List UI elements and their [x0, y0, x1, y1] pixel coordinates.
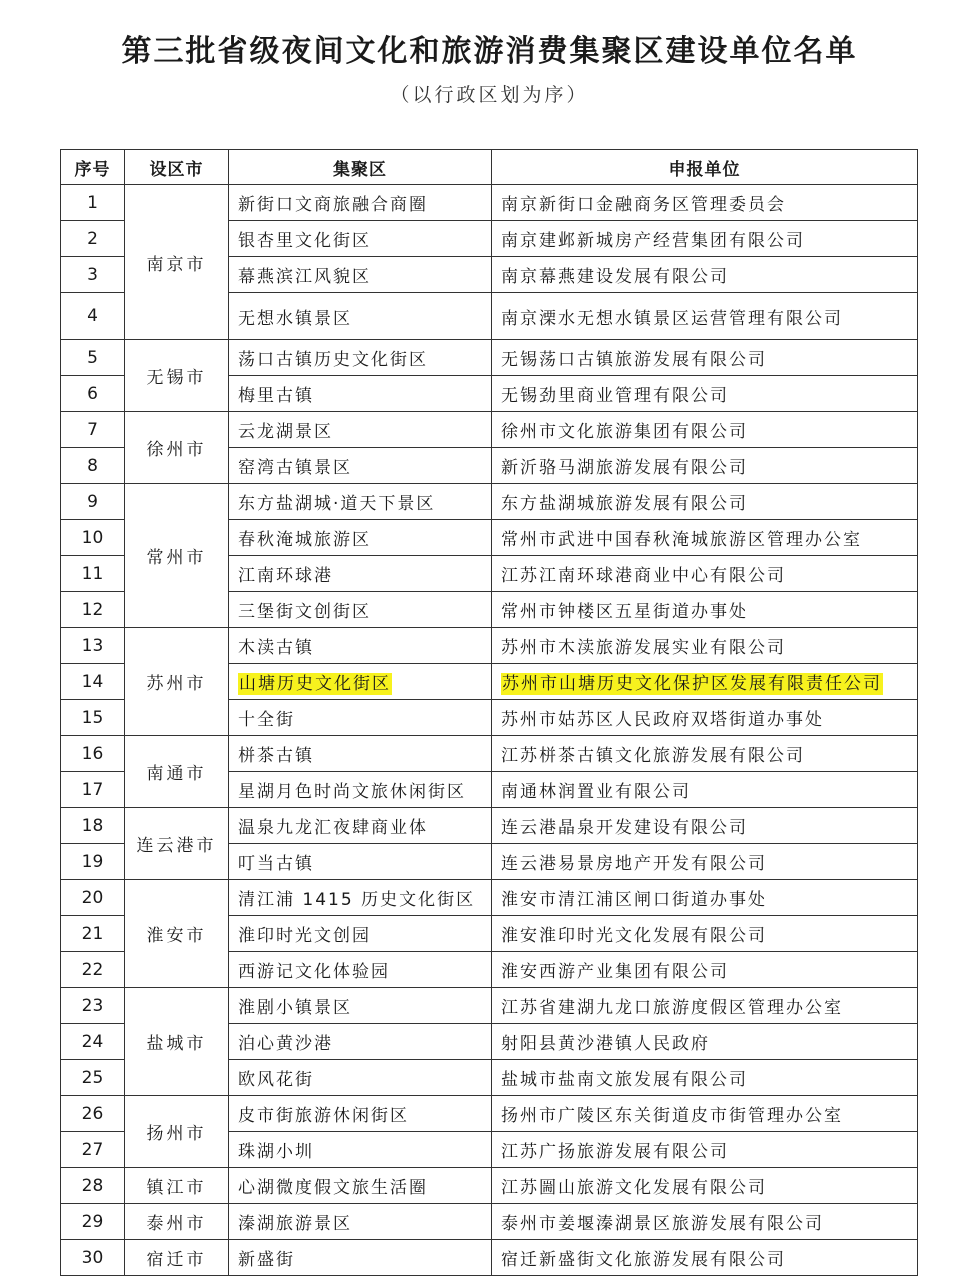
table-row — [61, 1204, 918, 1240]
city-cell: 盐城市 — [125, 988, 229, 1096]
row-no: 19 — [61, 844, 125, 880]
area-cell: 无想水镇景区 — [229, 293, 492, 340]
row-no: 26 — [61, 1096, 125, 1132]
row-no: 2 — [61, 221, 125, 257]
unit-cell: 无锡荡口古镇旅游发展有限公司 — [492, 340, 918, 376]
unit-cell: 新沂骆马湖旅游发展有限公司 — [492, 448, 918, 484]
row-no: 11 — [61, 556, 125, 592]
area-cell: 清江浦 1415 历史文化街区 — [229, 880, 492, 916]
table-row — [61, 484, 918, 520]
area-cell: 溱湖旅游景区 — [229, 1204, 492, 1240]
row-no: 25 — [61, 1060, 125, 1096]
area-cell: 珠湖小圳 — [229, 1132, 492, 1168]
area-cell: 温泉九龙汇夜肆商业体 — [229, 808, 492, 844]
table-row — [61, 880, 918, 916]
table-row — [61, 1168, 918, 1204]
row-no: 16 — [61, 736, 125, 772]
row-no: 30 — [61, 1240, 125, 1276]
area-cell — [229, 664, 492, 700]
area-cell: 皮市街旅游休闲街区 — [229, 1096, 492, 1132]
header-area: 集聚区 — [229, 150, 492, 185]
row-no: 15 — [61, 700, 125, 736]
unit-cell: 宿迁新盛街文化旅游发展有限公司 — [492, 1240, 918, 1276]
city-cell: 淮安市 — [125, 880, 229, 988]
area-cell: 泊心黄沙港 — [229, 1024, 492, 1060]
unit-cell: 江苏省建湖九龙口旅游度假区管理办公室 — [492, 988, 918, 1024]
row-no: 28 — [61, 1168, 125, 1204]
unit-cell: 常州市武进中国春秋淹城旅游区管理办公室 — [492, 520, 918, 556]
city-cell: 扬州市 — [125, 1096, 229, 1168]
area-cell: 银杏里文化街区 — [229, 221, 492, 257]
row-no: 3 — [61, 257, 125, 293]
area-cell: 淮印时光文创园 — [229, 916, 492, 952]
table-row — [61, 340, 918, 376]
unit-cell: 南通林润置业有限公司 — [492, 772, 918, 808]
unit-cell: 淮安市清江浦区闸口街道办事处 — [492, 880, 918, 916]
area-cell: 木渎古镇 — [229, 628, 492, 664]
unit-cell: 江苏栟茶古镇文化旅游发展有限公司 — [492, 736, 918, 772]
area-cell: 春秋淹城旅游区 — [229, 520, 492, 556]
unit-cell: 常州市钟楼区五星街道办事处 — [492, 592, 918, 628]
area-cell: 东方盐湖城·道天下景区 — [229, 484, 492, 520]
area-cell: 淮剧小镇景区 — [229, 988, 492, 1024]
row-no: 10 — [61, 520, 125, 556]
area-cell: 欧风花街 — [229, 1060, 492, 1096]
unit-cell: 无锡劲里商业管理有限公司 — [492, 376, 918, 412]
highlighted-unit-text: 苏州市山塘历史文化保护区发展有限责任公司 — [502, 674, 882, 694]
table-row — [61, 412, 918, 448]
unit-cell: 南京溧水无想水镇景区运营管理有限公司 — [492, 293, 918, 340]
area-cell: 叮当古镇 — [229, 844, 492, 880]
unit-cell: 盐城市盐南文旅发展有限公司 — [492, 1060, 918, 1096]
document-title: 第三批省级夜间文化和旅游消费集聚区建设单位名单 — [121, 34, 858, 69]
row-no: 7 — [61, 412, 125, 448]
unit-cell: 连云港易景房地产开发有限公司 — [492, 844, 918, 880]
row-no: 20 — [61, 880, 125, 916]
unit-cell: 淮安西游产业集团有限公司 — [492, 952, 918, 988]
unit-cell: 徐州市文化旅游集团有限公司 — [492, 412, 918, 448]
unit-cell — [492, 664, 918, 700]
area-cell: 星湖月色时尚文旅休闲街区 — [229, 772, 492, 808]
city-cell: 南京市 — [125, 185, 229, 340]
row-no: 4 — [61, 293, 125, 340]
header-no: 序号 — [61, 150, 125, 185]
table-row — [61, 736, 918, 772]
unit-cell: 南京建邺新城房产经营集团有限公司 — [492, 221, 918, 257]
area-cell: 栟茶古镇 — [229, 736, 492, 772]
unit-cell: 江苏圌山旅游文化发展有限公司 — [492, 1168, 918, 1204]
unit-list-table — [60, 149, 918, 1276]
unit-cell: 苏州市姑苏区人民政府双塔街道办事处 — [492, 700, 918, 736]
area-cell: 梅里古镇 — [229, 376, 492, 412]
city-cell: 常州市 — [125, 484, 229, 628]
area-cell: 荡口古镇历史文化街区 — [229, 340, 492, 376]
header-unit: 申报单位 — [492, 150, 918, 185]
row-no: 6 — [61, 376, 125, 412]
unit-cell: 连云港晶泉开发建设有限公司 — [492, 808, 918, 844]
city-cell: 连云港市 — [125, 808, 229, 880]
row-no: 27 — [61, 1132, 125, 1168]
unit-cell: 扬州市广陵区东关街道皮市街管理办公室 — [492, 1096, 918, 1132]
row-no: 9 — [61, 484, 125, 520]
row-no: 23 — [61, 988, 125, 1024]
city-cell: 镇江市 — [125, 1168, 229, 1204]
highlighted-area-text: 山塘历史文化街区 — [239, 674, 391, 694]
unit-cell: 江苏江南环球港商业中心有限公司 — [492, 556, 918, 592]
unit-cell: 泰州市姜堰溱湖景区旅游发展有限公司 — [492, 1204, 918, 1240]
area-cell: 幕燕滨江风貌区 — [229, 257, 492, 293]
table-row — [61, 988, 918, 1024]
row-no: 17 — [61, 772, 125, 808]
table-row — [61, 185, 918, 221]
city-cell: 无锡市 — [125, 340, 229, 412]
area-cell: 新街口文商旅融合商圈 — [229, 185, 492, 221]
row-no: 8 — [61, 448, 125, 484]
row-no: 12 — [61, 592, 125, 628]
row-no: 24 — [61, 1024, 125, 1060]
row-no: 1 — [61, 185, 125, 221]
table-row — [61, 1240, 918, 1276]
area-cell: 新盛街 — [229, 1240, 492, 1276]
unit-cell: 江苏广扬旅游发展有限公司 — [492, 1132, 918, 1168]
document-subtitle: （以行政区划为序） — [390, 84, 589, 106]
unit-cell: 淮安淮印时光文化发展有限公司 — [492, 916, 918, 952]
area-cell: 西游记文化体验园 — [229, 952, 492, 988]
unit-cell: 东方盐湖城旅游发展有限公司 — [492, 484, 918, 520]
area-cell: 窑湾古镇景区 — [229, 448, 492, 484]
city-cell: 泰州市 — [125, 1204, 229, 1240]
table-row — [61, 1096, 918, 1132]
city-cell: 宿迁市 — [125, 1240, 229, 1276]
row-no: 29 — [61, 1204, 125, 1240]
city-cell: 南通市 — [125, 736, 229, 808]
table-row — [61, 628, 918, 664]
row-no: 5 — [61, 340, 125, 376]
row-no: 14 — [61, 664, 125, 700]
area-cell: 江南环球港 — [229, 556, 492, 592]
unit-cell: 南京新街口金融商务区管理委员会 — [492, 185, 918, 221]
area-cell: 十全街 — [229, 700, 492, 736]
header-city: 设区市 — [125, 150, 229, 185]
unit-cell: 苏州市木渎旅游发展实业有限公司 — [492, 628, 918, 664]
unit-cell: 射阳县黄沙港镇人民政府 — [492, 1024, 918, 1060]
row-no: 22 — [61, 952, 125, 988]
city-cell: 徐州市 — [125, 412, 229, 484]
unit-cell: 南京幕燕建设发展有限公司 — [492, 257, 918, 293]
area-cell: 三堡街文创街区 — [229, 592, 492, 628]
table-header-row — [61, 150, 918, 185]
row-no: 13 — [61, 628, 125, 664]
area-cell: 云龙湖景区 — [229, 412, 492, 448]
city-cell: 苏州市 — [125, 628, 229, 736]
row-no: 18 — [61, 808, 125, 844]
area-cell: 心湖微度假文旅生活圈 — [229, 1168, 492, 1204]
row-no: 21 — [61, 916, 125, 952]
table-row — [61, 808, 918, 844]
